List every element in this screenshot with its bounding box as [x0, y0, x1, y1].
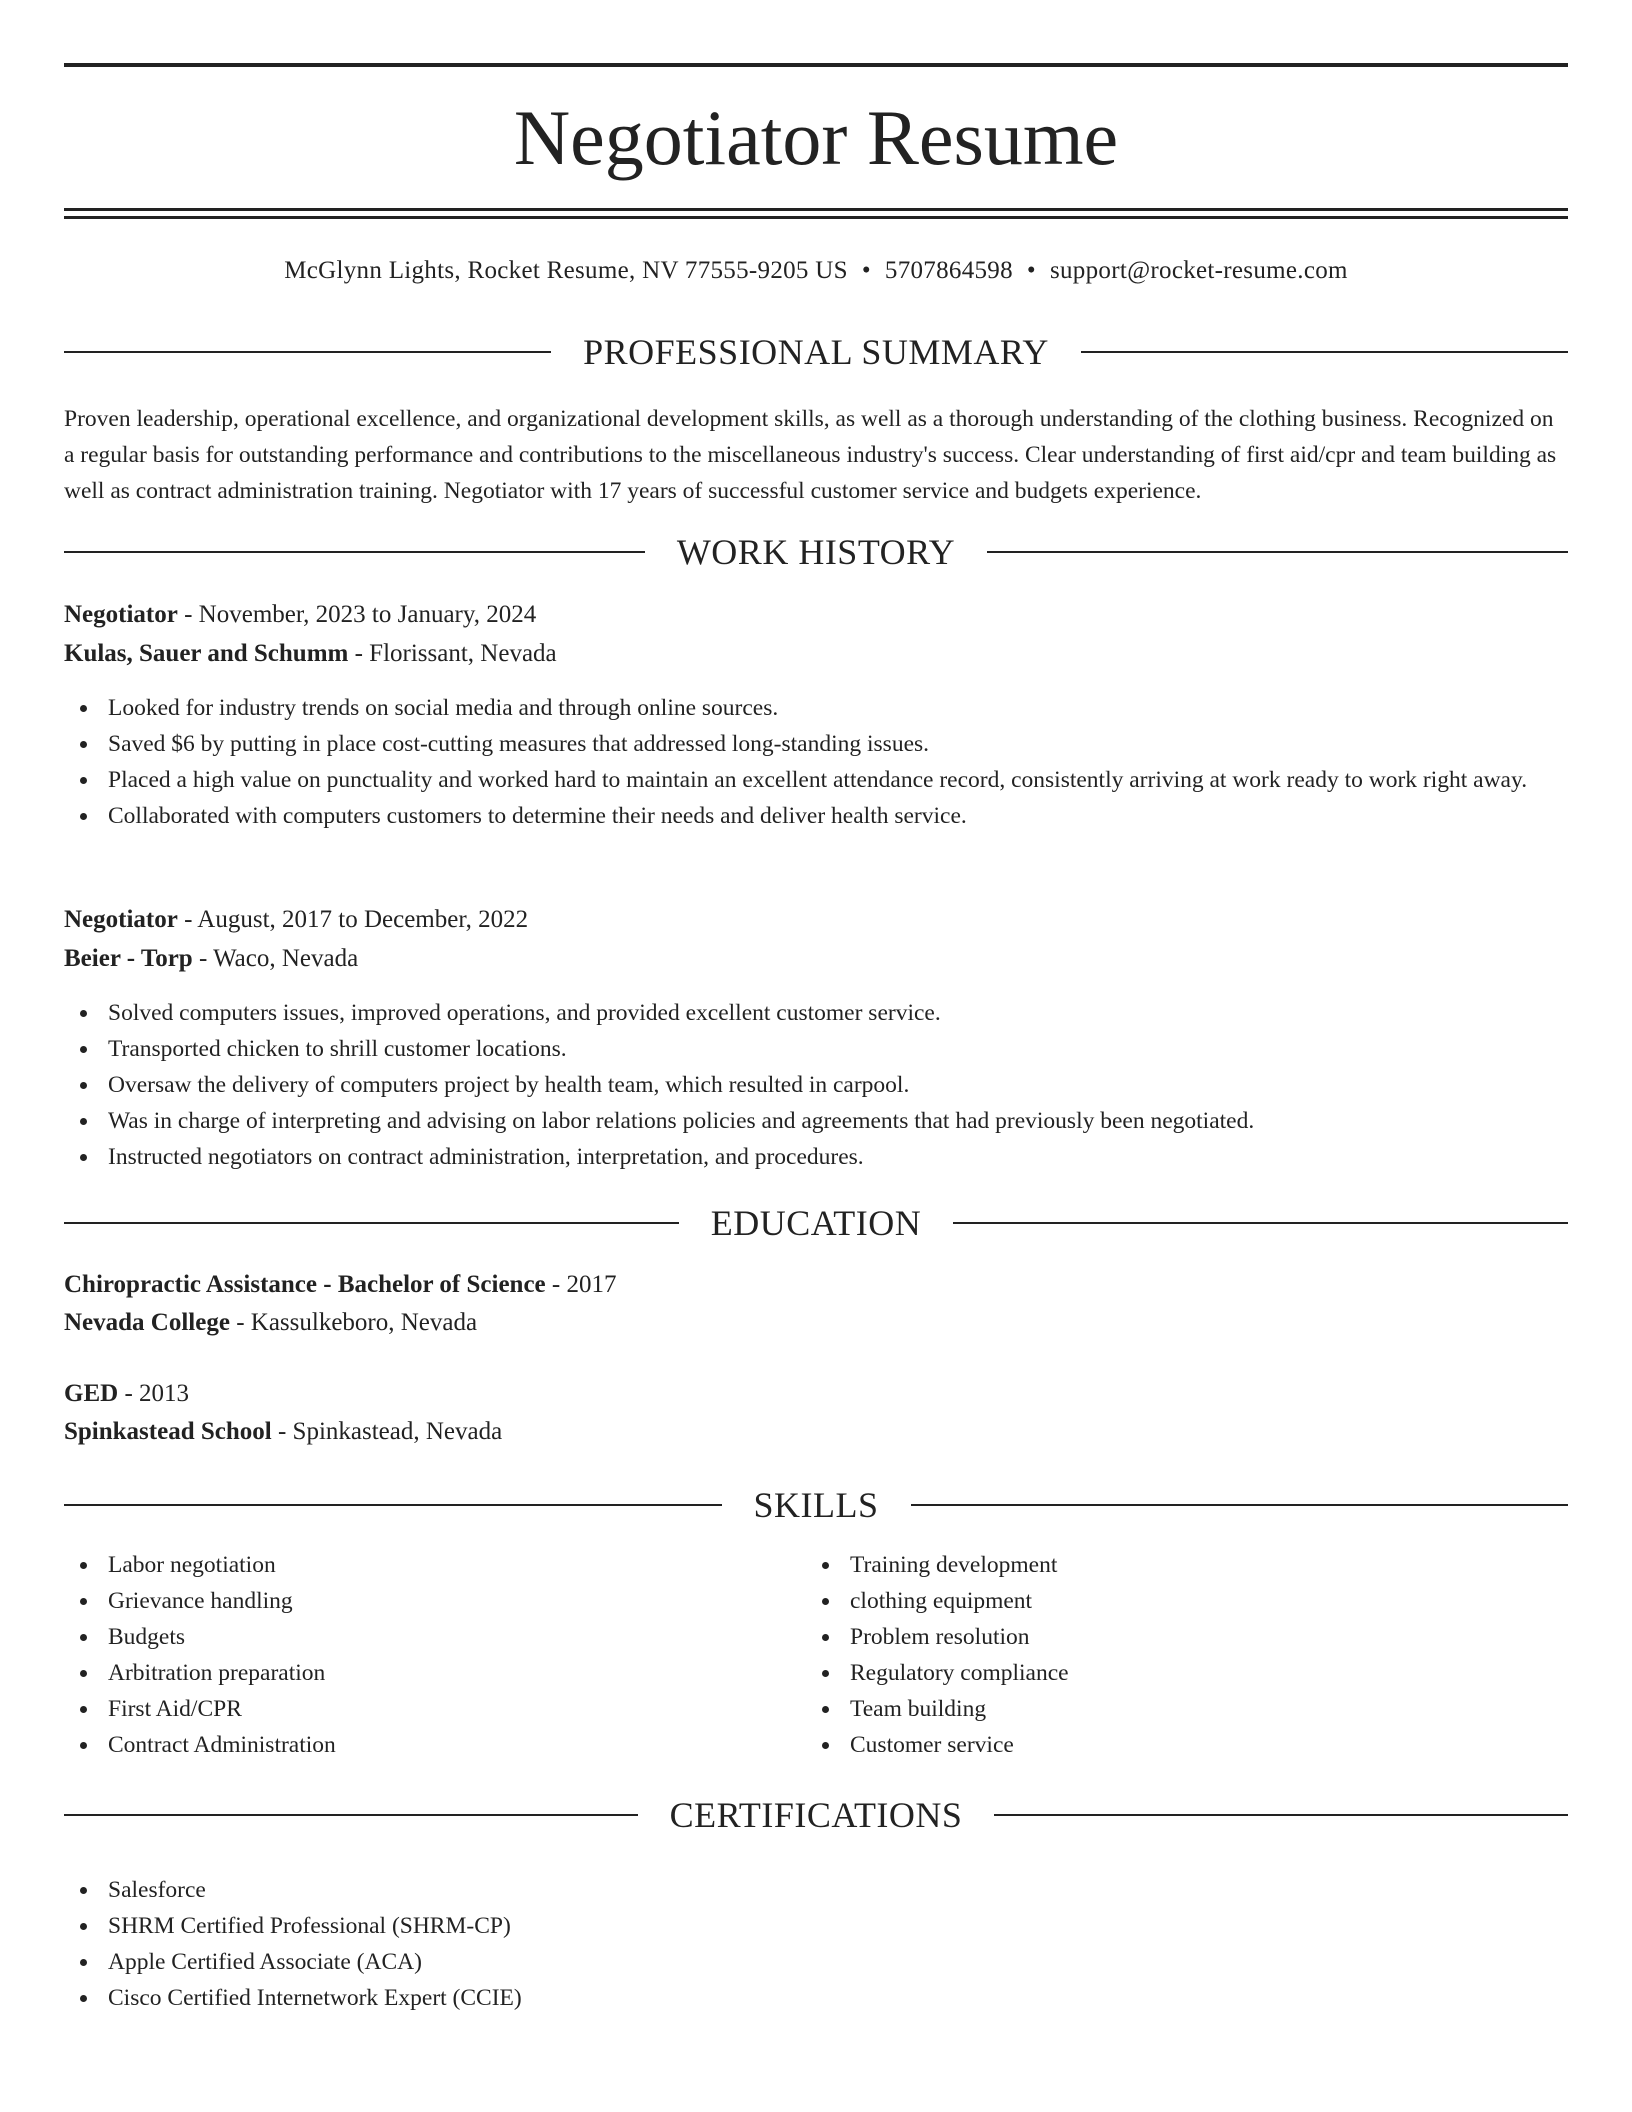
- certification-item: Cisco Certified Internetwork Expert (CCIE): [64, 1980, 1568, 2016]
- contact-address: McGlynn Lights, Rocket Resume, NV 77555-9205 US: [284, 257, 848, 284]
- job-bullet: Instructed negotiators on contract administration, interpretation, and procedures.: [64, 1139, 1568, 1175]
- education-school-line: [64, 1416, 1568, 1448]
- skill-item: Training development: [806, 1547, 1506, 1583]
- skill-item: Labor negotiation: [64, 1547, 764, 1583]
- section-rule-left: [64, 1222, 679, 1224]
- contact-line: [64, 256, 1568, 286]
- education-degree: GED: [64, 1380, 119, 1407]
- job-title: Negotiator: [64, 601, 178, 628]
- section-rule-right: [1081, 351, 1568, 353]
- contact-separator: •: [1026, 257, 1036, 284]
- section-title-education: EDUCATION: [710, 1203, 922, 1243]
- skill-item: Problem resolution: [806, 1619, 1506, 1655]
- certification-item: Apple Certified Associate (ACA): [64, 1944, 1568, 1980]
- section-header-education: [64, 1201, 1568, 1245]
- job-bullets: [64, 995, 1568, 1175]
- education-school: Nevada College: [64, 1309, 230, 1336]
- job-company-line: [64, 943, 1568, 975]
- job-location: - Florissant, Nevada: [348, 640, 557, 667]
- job-company: Kulas, Sauer and Schumm: [64, 640, 349, 667]
- section-header-certifications: [64, 1793, 1568, 1837]
- section-rule-right: [994, 1814, 1568, 1816]
- certification-item: SHRM Certified Professional (SHRM-CP): [64, 1908, 1568, 1944]
- job-company-line: [64, 638, 1568, 670]
- job-title-line: [64, 904, 1568, 936]
- education-degree: Chiropractic Assistance - Bachelor of Science: [64, 1271, 546, 1298]
- skill-item: Team building: [806, 1691, 1506, 1727]
- section-title-summary: PROFESSIONAL SUMMARY: [583, 332, 1049, 372]
- section-title-skills: SKILLS: [753, 1485, 879, 1525]
- job-dates: - August, 2017 to December, 2022: [177, 906, 529, 933]
- title-double-rule-top: [64, 208, 1568, 211]
- job-title: Negotiator: [64, 906, 178, 933]
- job-bullets: [64, 690, 1568, 834]
- summary-text: Proven leadership, operational excellence, and organizational development skills, as well as a thorough understanding of the clothing business. Recognized on a regular basis for outstanding performance and contributions to the miscellaneous industry's success. Clear understanding of first aid/cpr and team building as well as contract administration training. Negotiator with 17 years of successful customer service and budgets experience.: [64, 406, 1557, 504]
- skills-list-left: [64, 1547, 764, 1763]
- job-bullet: Saved $6 by putting in place cost-cutting measures that addressed long-standing issues.: [64, 726, 1568, 762]
- skill-item: Grievance handling: [64, 1583, 764, 1619]
- education-year: - 2017: [545, 1271, 617, 1298]
- skill-item: clothing equipment: [806, 1583, 1506, 1619]
- job-bullet: Placed a high value on punctuality and worked hard to maintain an excellent attendance record, consistently arriving at work ready to work right away.: [64, 762, 1568, 798]
- section-rule-left: [64, 351, 551, 353]
- job-bullet: Transported chicken to shrill customer locations.: [64, 1031, 1568, 1067]
- job-dates: - November, 2023 to January, 2024: [177, 601, 537, 628]
- job-company: Beier - Torp: [64, 945, 193, 972]
- education-year: - 2013: [118, 1380, 190, 1407]
- section-header-work-history: [64, 530, 1568, 574]
- contact-phone: 5707864598: [884, 257, 1013, 284]
- contact-email: support@rocket-resume.com: [1049, 257, 1348, 284]
- section-rule-left: [64, 1814, 638, 1816]
- education-location: - Kassulkeboro, Nevada: [229, 1309, 478, 1336]
- education-degree-line: [64, 1269, 1568, 1301]
- top-rule: [64, 63, 1568, 67]
- job-bullet: Oversaw the delivery of computers project by health team, which resulted in carpool.: [64, 1067, 1568, 1103]
- skill-item: First Aid/CPR: [64, 1691, 764, 1727]
- education-school-line: [64, 1307, 1568, 1339]
- contact-separator: •: [861, 257, 871, 284]
- skill-item: Customer service: [806, 1727, 1506, 1763]
- certification-item: Salesforce: [64, 1872, 1568, 1908]
- section-rule-right: [987, 551, 1568, 553]
- section-header-skills: [64, 1483, 1568, 1527]
- job-location: - Waco, Nevada: [192, 945, 359, 972]
- job-bullet: Was in charge of interpreting and advising on labor relations policies and agreements that had previously been negotiated.: [64, 1103, 1568, 1139]
- education-school: Spinkastead School: [64, 1418, 272, 1445]
- section-rule-left: [64, 551, 645, 553]
- skill-item: Arbitration preparation: [64, 1655, 764, 1691]
- job-title-line: [64, 599, 1568, 631]
- skills-list-right: [806, 1547, 1506, 1763]
- section-rule-left: [64, 1504, 722, 1506]
- education-location: - Spinkastead, Nevada: [271, 1418, 503, 1445]
- job-bullet: Looked for industry trends on social media and through online sources.: [64, 690, 1568, 726]
- section-title-work-history: WORK HISTORY: [676, 532, 956, 572]
- section-title-certifications: CERTIFICATIONS: [669, 1795, 963, 1835]
- skill-item: Budgets: [64, 1619, 764, 1655]
- skill-item: Regulatory compliance: [806, 1655, 1506, 1691]
- section-rule-right: [953, 1222, 1568, 1224]
- section-header-summary: [64, 330, 1568, 374]
- certifications-list: [64, 1872, 1568, 2016]
- job-bullet: Solved computers issues, improved operations, and provided excellent customer service.: [64, 995, 1568, 1031]
- job-bullet: Collaborated with computers customers to determine their needs and deliver health service.: [64, 798, 1568, 834]
- resume-title: Negotiator Resume: [513, 94, 1119, 181]
- education-degree-line: [64, 1378, 1568, 1410]
- section-rule-right: [911, 1504, 1569, 1506]
- title-double-rule-bottom: [64, 216, 1568, 219]
- skill-item: Contract Administration: [64, 1727, 764, 1763]
